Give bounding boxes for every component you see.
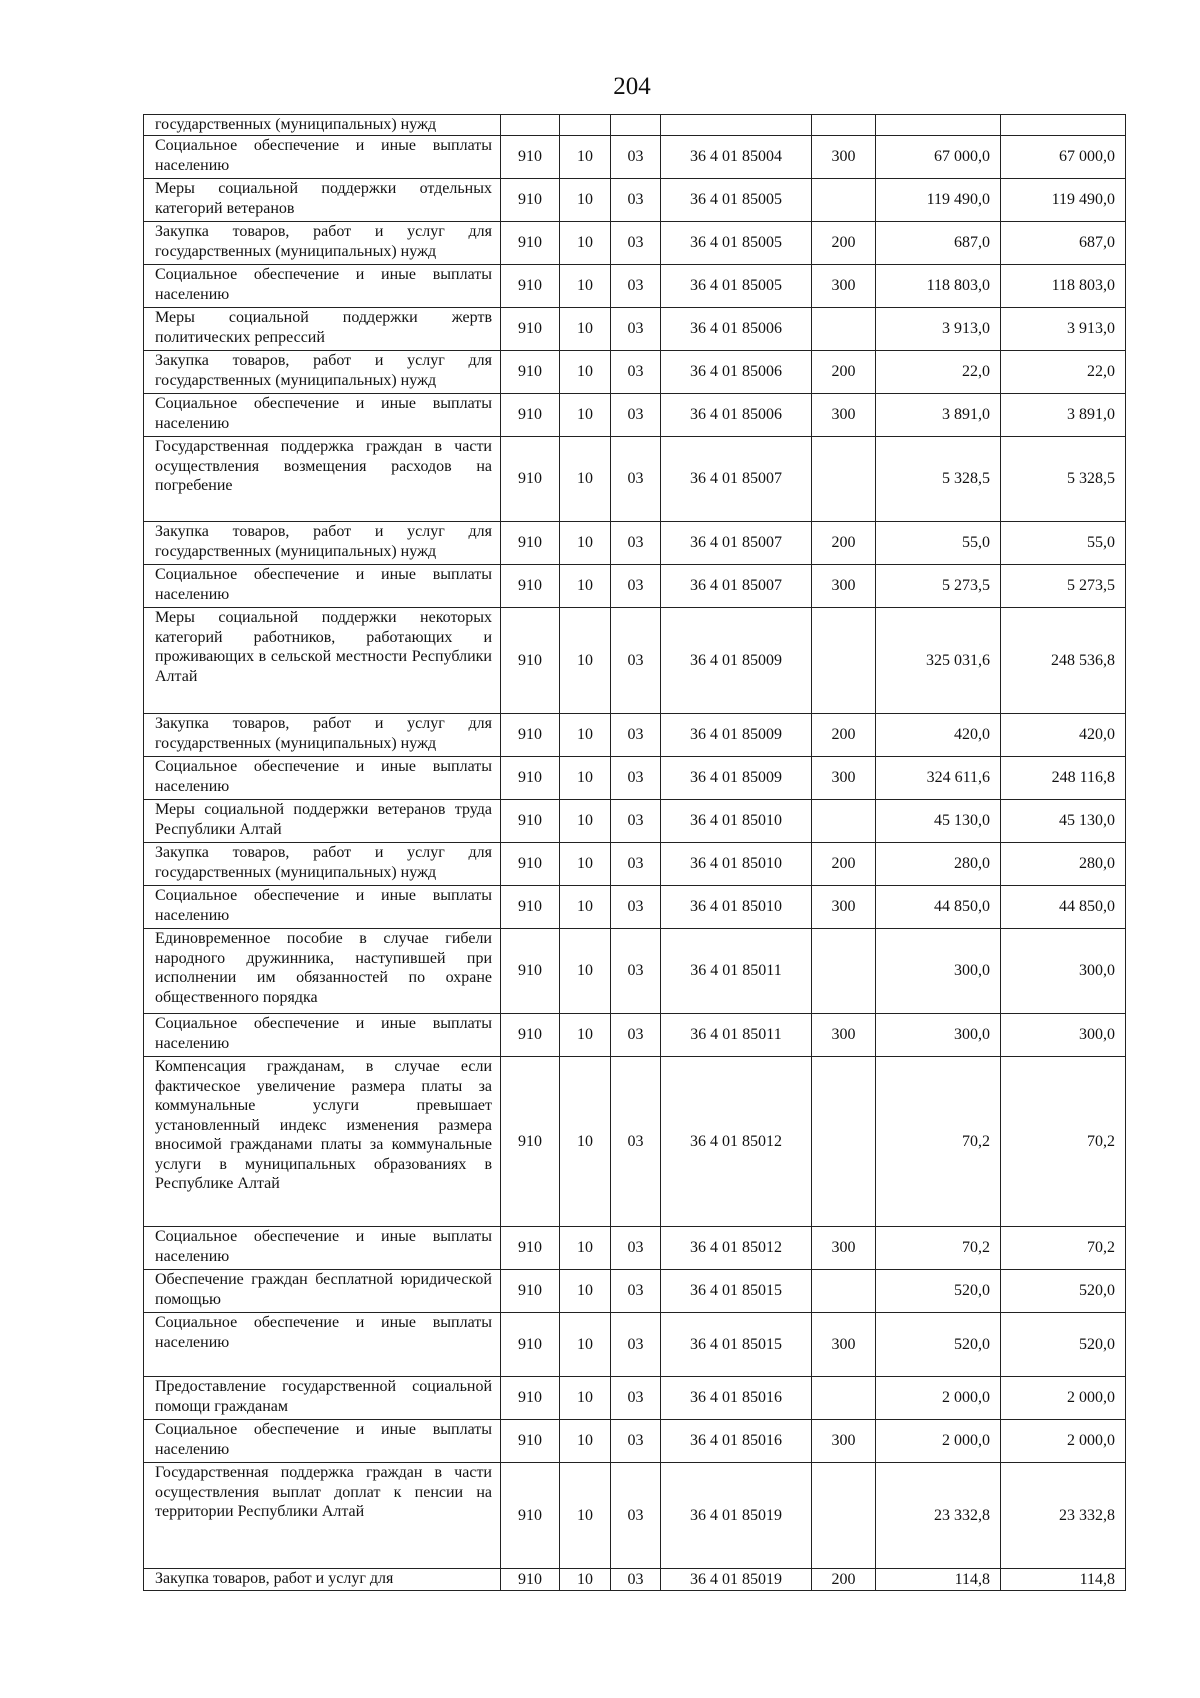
row-vr: 300 (812, 886, 876, 929)
row-csr: 36 4 01 85009 (661, 608, 812, 714)
row-name: Обеспечение граждан бесплатной юридической помощью (144, 1270, 501, 1313)
row-vr: 200 (812, 843, 876, 886)
row-vr: 200 (812, 522, 876, 565)
row-gr: 910 (501, 394, 560, 437)
row-sum-1: 3 913,0 (876, 308, 1001, 351)
row-rz: 10 (560, 714, 611, 757)
row-csr: 36 4 01 85015 (661, 1313, 812, 1377)
row-csr: 36 4 01 85011 (661, 929, 812, 1014)
row-sum-1: 45 130,0 (876, 800, 1001, 843)
row-pr: 03 (611, 1227, 661, 1270)
row-csr: 36 4 01 85010 (661, 843, 812, 886)
row-csr: 36 4 01 85005 (661, 265, 812, 308)
row-vr (812, 608, 876, 714)
row-sum-1: 67 000,0 (876, 136, 1001, 179)
row-sum-1: 2 000,0 (876, 1420, 1001, 1463)
row-rz: 10 (560, 222, 611, 265)
row-gr: 910 (501, 886, 560, 929)
row-sum-2: 687,0 (1001, 222, 1126, 265)
row-gr: 910 (501, 179, 560, 222)
row-pr: 03 (611, 222, 661, 265)
row-sum-2: 248 536,8 (1001, 608, 1126, 714)
row-name: Социальное обеспечение и иные выплаты населению (144, 886, 501, 929)
row-sum-1: 44 850,0 (876, 886, 1001, 929)
row-name: Государственная поддержка граждан в части осуществления выплат доплат к пенсии на территории Республики Алтай (144, 1463, 501, 1569)
row-gr: 910 (501, 1463, 560, 1569)
row-rz: 10 (560, 1014, 611, 1057)
row-gr: 910 (501, 136, 560, 179)
row-pr: 03 (611, 1377, 661, 1420)
budget-table (143, 114, 1126, 1591)
row-name: Социальное обеспечение и иные выплаты населению (144, 1014, 501, 1057)
row-sum-2: 300,0 (1001, 1014, 1126, 1057)
row-sum-1: 325 031,6 (876, 608, 1001, 714)
row-csr: 36 4 01 85004 (661, 136, 812, 179)
row-vr (812, 929, 876, 1014)
row-pr: 03 (611, 1420, 661, 1463)
row-rz: 10 (560, 136, 611, 179)
row-gr: 910 (501, 1420, 560, 1463)
row-pr: 03 (611, 886, 661, 929)
row-name: Социальное обеспечение и иные выплаты населению (144, 1227, 501, 1270)
row-name: Меры социальной поддержки отдельных категорий ветеранов (144, 179, 501, 222)
table-row (144, 136, 1126, 179)
row-pr: 03 (611, 1569, 661, 1591)
row-sum-1: 520,0 (876, 1270, 1001, 1313)
row-pr (611, 115, 661, 136)
row-csr: 36 4 01 85006 (661, 308, 812, 351)
row-name: Социальное обеспечение и иные выплаты населению (144, 1420, 501, 1463)
row-sum-2: 520,0 (1001, 1270, 1126, 1313)
row-pr: 03 (611, 394, 661, 437)
row-csr: 36 4 01 85012 (661, 1057, 812, 1227)
row-vr: 200 (812, 1569, 876, 1591)
row-sum-2: 2 000,0 (1001, 1377, 1126, 1420)
row-gr: 910 (501, 265, 560, 308)
row-sum-1: 324 611,6 (876, 757, 1001, 800)
row-pr: 03 (611, 929, 661, 1014)
row-sum-1: 3 891,0 (876, 394, 1001, 437)
table-row (144, 437, 1126, 522)
table-row (144, 608, 1126, 714)
row-vr (812, 1270, 876, 1313)
row-gr: 910 (501, 222, 560, 265)
row-csr: 36 4 01 85009 (661, 757, 812, 800)
row-pr: 03 (611, 179, 661, 222)
row-sum-2: 70,2 (1001, 1227, 1126, 1270)
row-csr: 36 4 01 85007 (661, 437, 812, 522)
row-csr: 36 4 01 85005 (661, 222, 812, 265)
row-rz: 10 (560, 929, 611, 1014)
row-sum-1: 687,0 (876, 222, 1001, 265)
row-pr: 03 (611, 308, 661, 351)
row-pr: 03 (611, 351, 661, 394)
table-row (144, 1014, 1126, 1057)
table-row (144, 843, 1126, 886)
row-name: Социальное обеспечение и иные выплаты населению (144, 565, 501, 608)
row-name: Социальное обеспечение и иные выплаты населению (144, 394, 501, 437)
row-sum-2: 118 803,0 (1001, 265, 1126, 308)
row-vr: 300 (812, 1420, 876, 1463)
row-sum-2: 22,0 (1001, 351, 1126, 394)
row-csr: 36 4 01 85011 (661, 1014, 812, 1057)
row-pr: 03 (611, 1014, 661, 1057)
row-rz: 10 (560, 1420, 611, 1463)
table-row (144, 1569, 1126, 1591)
row-sum-1: 2 000,0 (876, 1377, 1001, 1420)
row-gr: 910 (501, 757, 560, 800)
row-csr: 36 4 01 85005 (661, 179, 812, 222)
row-sum-2: 114,8 (1001, 1569, 1126, 1591)
row-csr: 36 4 01 85016 (661, 1377, 812, 1420)
row-vr: 300 (812, 1227, 876, 1270)
table-row (144, 394, 1126, 437)
row-csr: 36 4 01 85010 (661, 886, 812, 929)
row-gr: 910 (501, 437, 560, 522)
row-vr (812, 1463, 876, 1569)
row-rz: 10 (560, 1227, 611, 1270)
row-rz: 10 (560, 1377, 611, 1420)
row-name: Государственная поддержка граждан в части осуществления возмещения расходов на погребение (144, 437, 501, 522)
row-rz: 10 (560, 351, 611, 394)
row-sum-2: 300,0 (1001, 929, 1126, 1014)
row-rz: 10 (560, 608, 611, 714)
row-rz: 10 (560, 1270, 611, 1313)
table-row (144, 179, 1126, 222)
row-csr: 36 4 01 85019 (661, 1569, 812, 1591)
row-sum-1: 5 328,5 (876, 437, 1001, 522)
row-vr: 300 (812, 136, 876, 179)
table-row (144, 1420, 1126, 1463)
row-pr: 03 (611, 757, 661, 800)
row-name: Социальное обеспечение и иные выплаты населению (144, 1313, 501, 1377)
row-pr: 03 (611, 1270, 661, 1313)
row-name: Единовременное пособие в случае гибели народного дружинника, наступившей при исполнении им обязанностей по охране общественного порядка (144, 929, 501, 1014)
row-pr: 03 (611, 1463, 661, 1569)
row-pr: 03 (611, 714, 661, 757)
table-row (144, 929, 1126, 1014)
table-row (144, 522, 1126, 565)
table-row (144, 886, 1126, 929)
row-vr (812, 115, 876, 136)
row-gr: 910 (501, 1377, 560, 1420)
row-sum-1: 119 490,0 (876, 179, 1001, 222)
row-sum-2: 520,0 (1001, 1313, 1126, 1377)
row-gr: 910 (501, 1057, 560, 1227)
row-sum-2: 2 000,0 (1001, 1420, 1126, 1463)
table-row (144, 714, 1126, 757)
row-csr: 36 4 01 85019 (661, 1463, 812, 1569)
row-pr: 03 (611, 437, 661, 522)
table-row (144, 308, 1126, 351)
row-rz: 10 (560, 886, 611, 929)
row-sum-1 (876, 115, 1001, 136)
row-gr: 910 (501, 800, 560, 843)
row-sum-1: 55,0 (876, 522, 1001, 565)
row-pr: 03 (611, 800, 661, 843)
row-name: Закупка товаров, работ и услуг для государственных (муниципальных) нужд (144, 843, 501, 886)
row-csr: 36 4 01 85009 (661, 714, 812, 757)
table-row (144, 1377, 1126, 1420)
row-rz: 10 (560, 522, 611, 565)
table-row (144, 1313, 1126, 1377)
row-sum-2: 5 273,5 (1001, 565, 1126, 608)
row-gr: 910 (501, 843, 560, 886)
row-gr: 910 (501, 929, 560, 1014)
row-sum-1: 70,2 (876, 1057, 1001, 1227)
row-vr (812, 1057, 876, 1227)
row-vr: 300 (812, 757, 876, 800)
row-pr: 03 (611, 1057, 661, 1227)
table-row (144, 265, 1126, 308)
row-name: Закупка товаров, работ и услуг для государственных (муниципальных) нужд (144, 522, 501, 565)
row-gr: 910 (501, 565, 560, 608)
row-vr (812, 437, 876, 522)
row-rz: 10 (560, 1463, 611, 1569)
row-sum-1: 520,0 (876, 1313, 1001, 1377)
row-rz: 10 (560, 1057, 611, 1227)
table-row (144, 1057, 1126, 1227)
row-vr: 200 (812, 714, 876, 757)
row-name: Социальное обеспечение и иные выплаты населению (144, 265, 501, 308)
row-name: Меры социальной поддержки жертв политических репрессий (144, 308, 501, 351)
row-gr: 910 (501, 351, 560, 394)
row-sum-1: 22,0 (876, 351, 1001, 394)
row-rz: 10 (560, 1313, 611, 1377)
row-csr: 36 4 01 85010 (661, 800, 812, 843)
table-row (144, 115, 1126, 136)
row-csr: 36 4 01 85006 (661, 351, 812, 394)
row-sum-2: 44 850,0 (1001, 886, 1126, 929)
row-rz: 10 (560, 757, 611, 800)
row-sum-2: 280,0 (1001, 843, 1126, 886)
table-row (144, 1463, 1126, 1569)
row-rz (560, 115, 611, 136)
row-vr (812, 800, 876, 843)
row-vr: 300 (812, 265, 876, 308)
row-vr: 300 (812, 394, 876, 437)
page-number: 204 (613, 73, 651, 100)
row-vr (812, 179, 876, 222)
row-sum-2: 67 000,0 (1001, 136, 1126, 179)
row-name: Социальное обеспечение и иные выплаты населению (144, 136, 501, 179)
row-rz: 10 (560, 843, 611, 886)
row-rz: 10 (560, 437, 611, 522)
row-vr: 200 (812, 222, 876, 265)
row-sum-2: 420,0 (1001, 714, 1126, 757)
row-vr: 300 (812, 1014, 876, 1057)
row-pr: 03 (611, 522, 661, 565)
row-gr (501, 115, 560, 136)
row-sum-1: 23 332,8 (876, 1463, 1001, 1569)
table-row (144, 757, 1126, 800)
row-csr: 36 4 01 85015 (661, 1270, 812, 1313)
table-row (144, 222, 1126, 265)
table-row (144, 1270, 1126, 1313)
row-rz: 10 (560, 800, 611, 843)
table-row (144, 800, 1126, 843)
row-gr: 910 (501, 1569, 560, 1591)
row-sum-1: 114,8 (876, 1569, 1001, 1591)
row-sum-2: 3 891,0 (1001, 394, 1126, 437)
row-csr (661, 115, 812, 136)
row-name: Закупка товаров, работ и услуг для государственных (муниципальных) нужд (144, 714, 501, 757)
table-row (144, 565, 1126, 608)
row-csr: 36 4 01 85012 (661, 1227, 812, 1270)
row-sum-2: 45 130,0 (1001, 800, 1126, 843)
row-rz: 10 (560, 265, 611, 308)
row-pr: 03 (611, 136, 661, 179)
row-rz: 10 (560, 179, 611, 222)
row-pr: 03 (611, 1313, 661, 1377)
row-sum-2: 23 332,8 (1001, 1463, 1126, 1569)
row-sum-2: 55,0 (1001, 522, 1126, 565)
row-gr: 910 (501, 1270, 560, 1313)
row-sum-2: 248 116,8 (1001, 757, 1126, 800)
row-rz: 10 (560, 308, 611, 351)
row-sum-1: 5 273,5 (876, 565, 1001, 608)
row-pr: 03 (611, 843, 661, 886)
row-vr: 200 (812, 351, 876, 394)
row-name: Закупка товаров, работ и услуг для государственных (муниципальных) нужд (144, 222, 501, 265)
row-sum-1: 118 803,0 (876, 265, 1001, 308)
row-name: Закупка товаров, работ и услуг для (144, 1569, 501, 1591)
row-csr: 36 4 01 85007 (661, 522, 812, 565)
row-sum-2: 3 913,0 (1001, 308, 1126, 351)
row-name: Закупка товаров, работ и услуг для государственных (муниципальных) нужд (144, 351, 501, 394)
row-csr: 36 4 01 85007 (661, 565, 812, 608)
row-csr: 36 4 01 85016 (661, 1420, 812, 1463)
row-pr: 03 (611, 608, 661, 714)
table-row (144, 1227, 1126, 1270)
row-gr: 910 (501, 1313, 560, 1377)
row-pr: 03 (611, 565, 661, 608)
row-sum-2 (1001, 115, 1126, 136)
row-gr: 910 (501, 608, 560, 714)
row-vr: 300 (812, 1313, 876, 1377)
row-name: Меры социальной поддержки ветеранов труда Республики Алтай (144, 800, 501, 843)
row-gr: 910 (501, 308, 560, 351)
row-name: Компенсация гражданам, в случае если фактическое увеличение размера платы за коммунальные услуги превышает установленный индекс изменения размера вносимой гражданами платы за коммунальные услуги в муниципальных образованиях в Республике Алтай (144, 1057, 501, 1227)
row-sum-2: 70,2 (1001, 1057, 1126, 1227)
row-gr: 910 (501, 1227, 560, 1270)
row-sum-1: 300,0 (876, 1014, 1001, 1057)
row-sum-1: 280,0 (876, 843, 1001, 886)
row-sum-2: 119 490,0 (1001, 179, 1126, 222)
row-sum-1: 420,0 (876, 714, 1001, 757)
row-sum-1: 70,2 (876, 1227, 1001, 1270)
row-vr (812, 308, 876, 351)
row-rz: 10 (560, 1569, 611, 1591)
row-gr: 910 (501, 1014, 560, 1057)
row-name: Меры социальной поддержки некоторых категорий работников, работающих и проживающих в сельской местности Республики Алтай (144, 608, 501, 714)
row-rz: 10 (560, 394, 611, 437)
row-csr: 36 4 01 85006 (661, 394, 812, 437)
row-sum-2: 5 328,5 (1001, 437, 1126, 522)
row-pr: 03 (611, 265, 661, 308)
row-sum-1: 300,0 (876, 929, 1001, 1014)
table-row (144, 351, 1126, 394)
row-name: Предоставление государственной социальной помощи гражданам (144, 1377, 501, 1420)
row-gr: 910 (501, 714, 560, 757)
row-rz: 10 (560, 565, 611, 608)
row-vr (812, 1377, 876, 1420)
row-name: государственных (муниципальных) нужд (144, 115, 501, 136)
row-gr: 910 (501, 522, 560, 565)
row-name: Социальное обеспечение и иные выплаты населению (144, 757, 501, 800)
row-vr: 300 (812, 565, 876, 608)
